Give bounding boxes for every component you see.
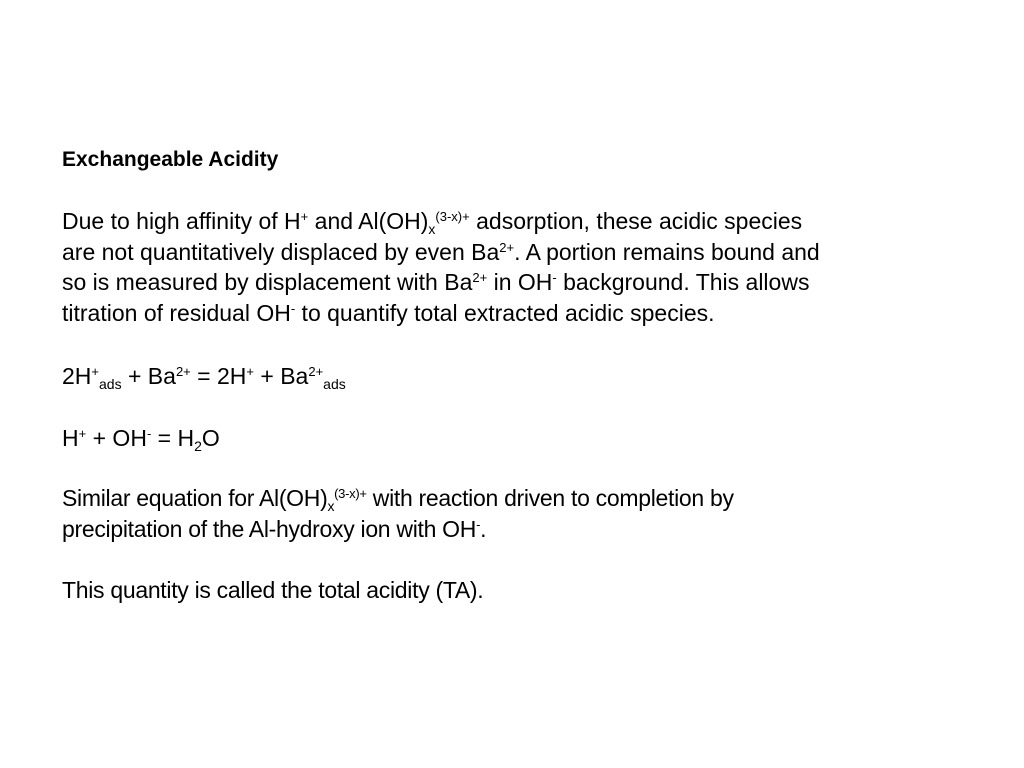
paragraph-line: Due to high affinity of H+ and $Al(OH)_x^{(3-x)+}$ adsorption, these acidic species [62,208,803,237]
paragraph-aluminum [62,483,734,544]
paragraph-line: Similar equation for $Al(OH)_x^{(3-x)+}$ with reaction driven to completion by [62,485,734,514]
paragraph-line: are not quantitatively displaced by even $Ba^{2+}$. A portion remains bound and [62,238,820,265]
paragraph-total-acidity: This quantity is called the total acidity (TA). [62,577,484,603]
slide-title: Exchangeable Acidity [62,148,279,171]
paragraph-line: titration of residual OH- to quantify total extracted acidic species. [62,299,715,326]
equation-neutralization: $H^+ + OH^- = H_2O$ [62,425,220,454]
equation-barium-exchange: $2H^+_{ads} + Ba^{2+} = 2H^+ + Ba^{2+}_{ads}$ [62,363,346,392]
paragraph-line: so is measured by displacement with $Ba^{2+}$ in OH- background. This allows [62,269,810,295]
paragraph-line: precipitation of the Al-hydroxy ion with OH-. [62,515,487,542]
paragraph-displacement [62,206,820,328]
